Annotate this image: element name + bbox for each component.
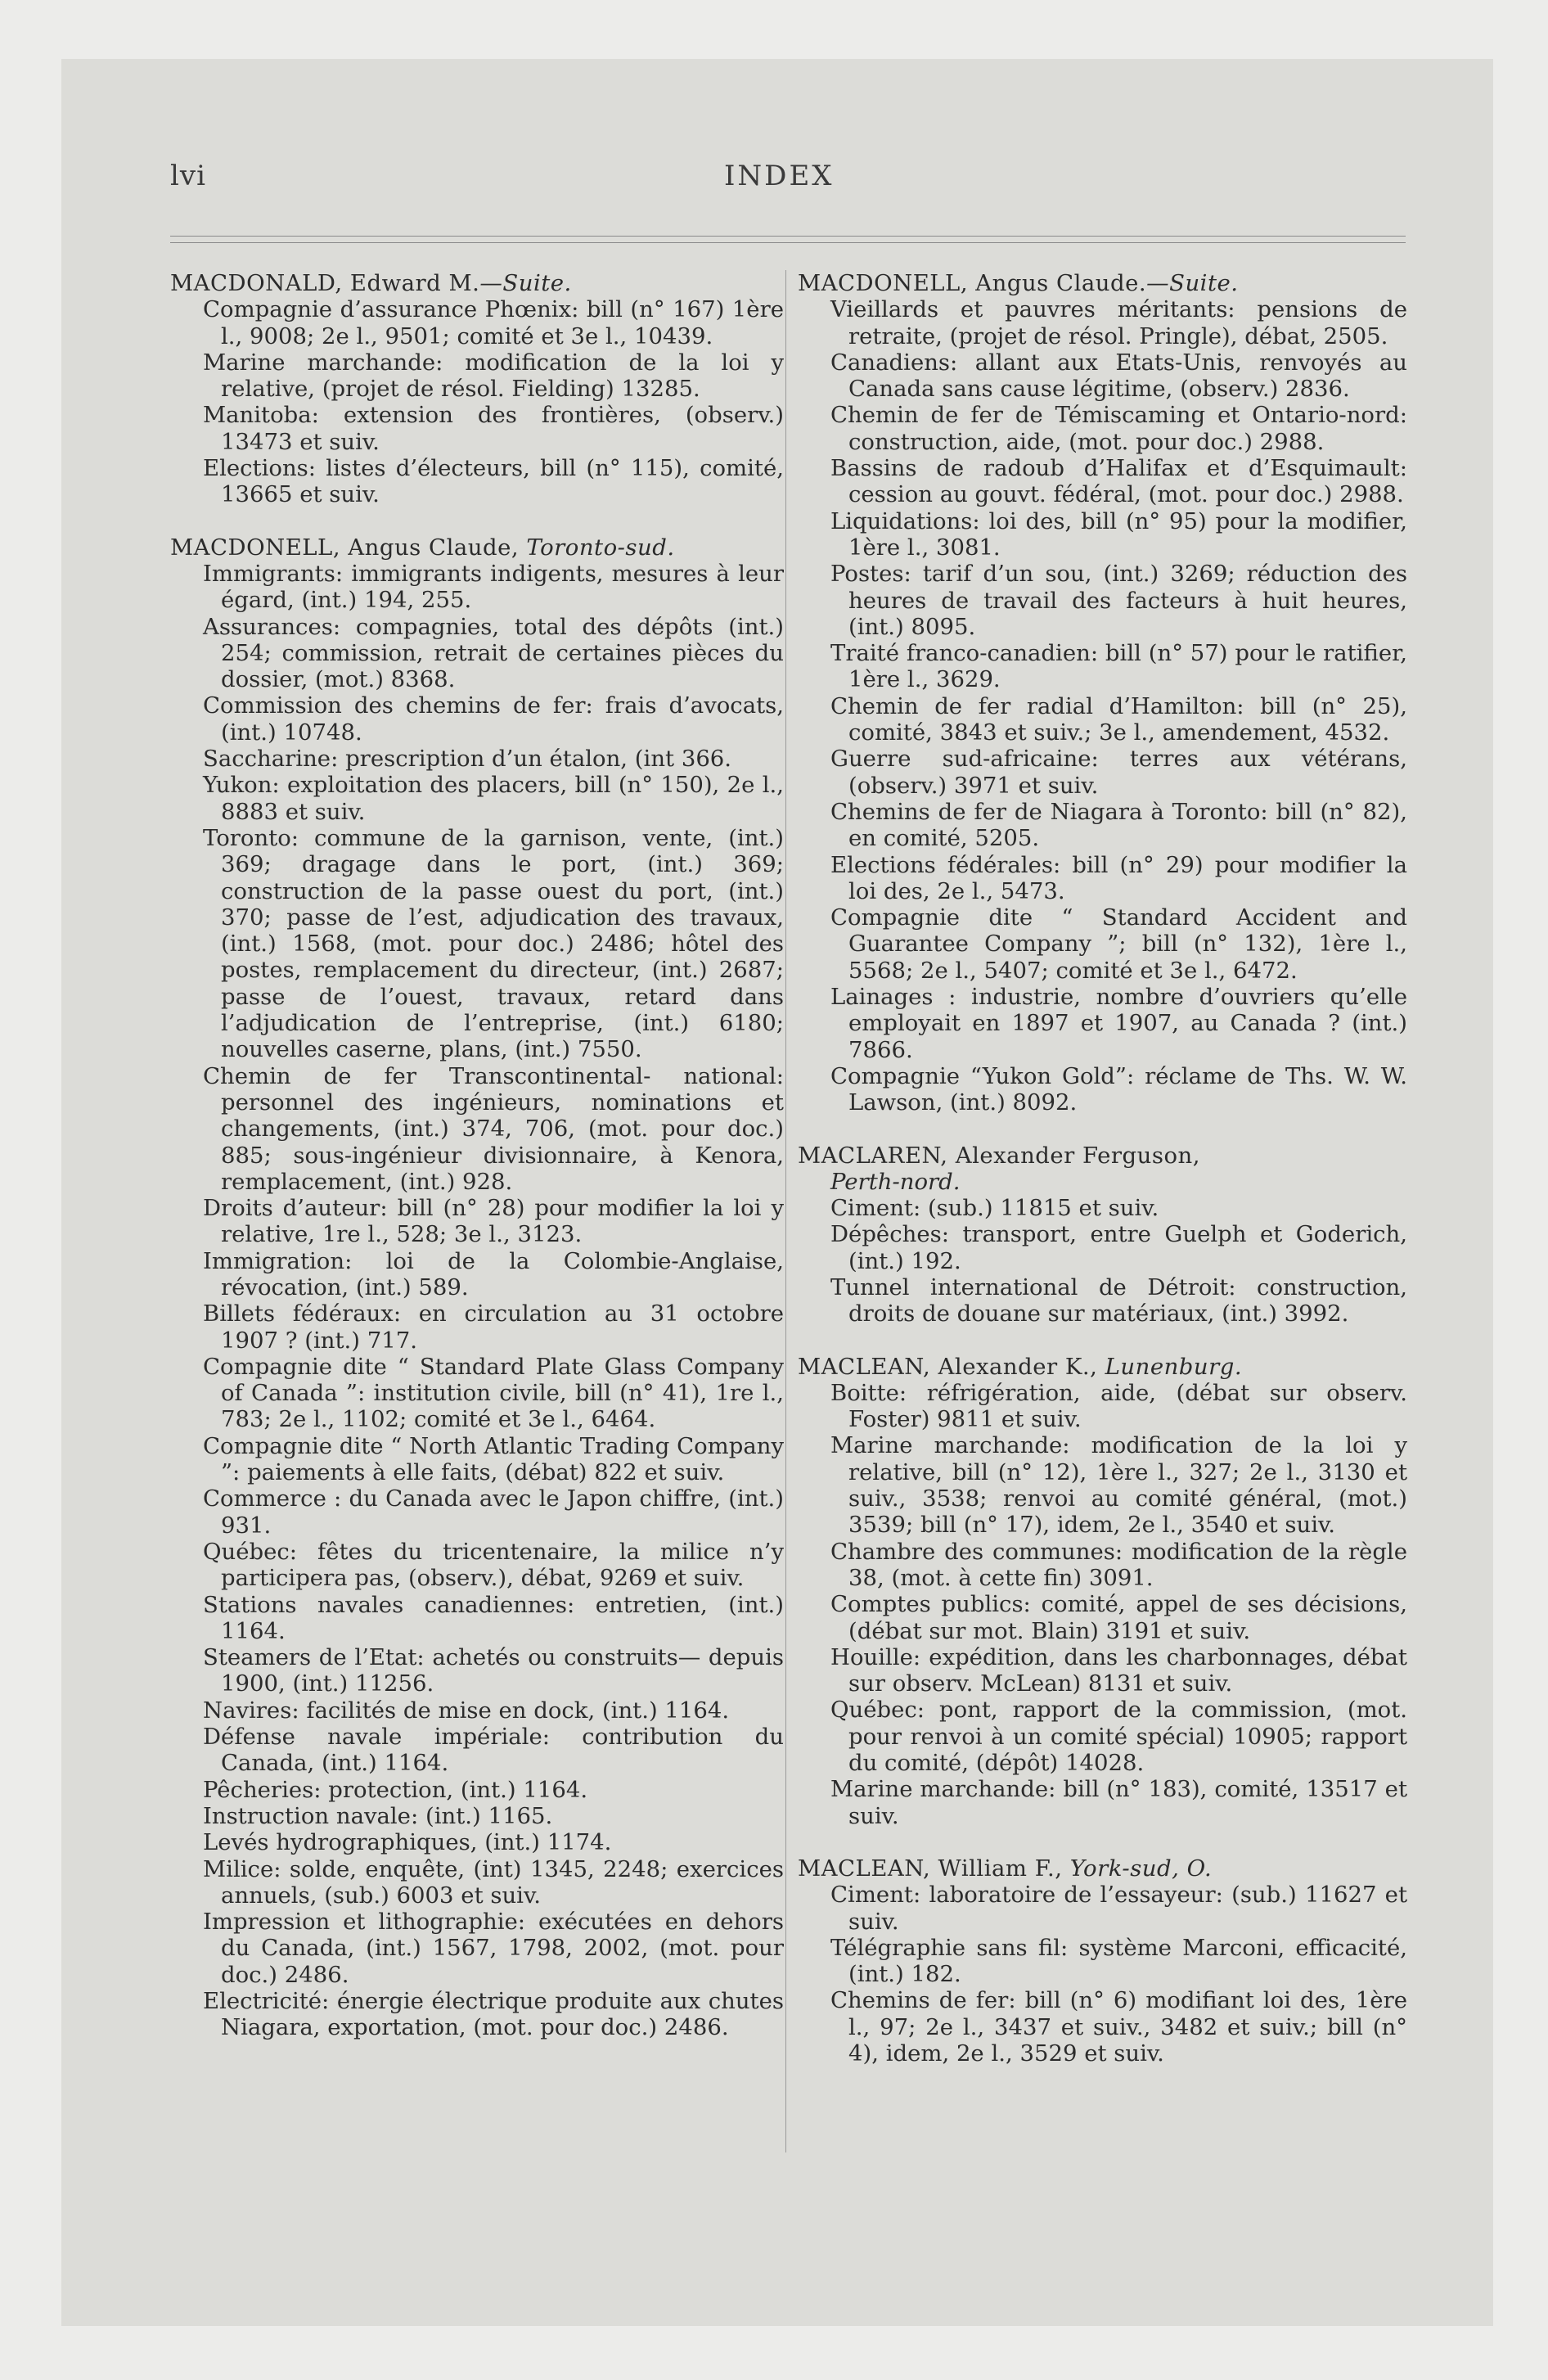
- subentry: Chemin de fer radial d’Hamilton: bill (n° 25), comité, 3843 et suiv.; 3e l., amendement, 4532.: [830, 692, 1407, 746]
- subentry: Elections: listes d’électeurs, bill (n° 115), comité, 13665 et suiv.: [203, 455, 784, 508]
- index-entry: [798, 270, 1407, 1116]
- subentry: Steamers de l’Etat: achetés ou construits— depuis 1900, (int.) 11256.: [203, 1644, 784, 1697]
- subentry: Vieillards et pauvres méritants: pensions de retraite, (projet de résol. Pringle), débat, 2505.: [830, 296, 1407, 349]
- subentry: Chambre des communes: modification de la règle 38, (mot. à cette fin) 3091.: [830, 1538, 1407, 1591]
- right-column: [798, 270, 1407, 2093]
- entry-heading: MACDONELL, Angus Claude, Toronto-sud.: [170, 534, 675, 561]
- subentry: Chemins de fer de Niagara à Toronto: bill (n° 82), en comité, 5205.: [830, 798, 1407, 852]
- page-title: INDEX: [724, 160, 835, 192]
- subentry: Yukon: exploitation des placers, bill (n° 150), 2e l., 8883 et suiv.: [203, 772, 784, 825]
- subentry: Compagnie “Yukon Gold”: réclame de Ths. W. W. Lawson, (int.) 8092.: [830, 1062, 1407, 1116]
- subentry: Saccharine: prescription d’un étalon, (int 366.: [203, 746, 732, 773]
- subentry: Chemin de fer Transcontinental- national: personnel des ingénieurs, nominations et changements, (int.) 374, 706, (mot. pour doc.) 885; sous-ingénieur divisionnaire, à Kenora, remplacement, (int.) 928.: [203, 1062, 784, 1195]
- subentry: Electricité: énergie électrique produite aux chutes Niagara, exportation, (mot. pour doc.) 2486.: [203, 1988, 784, 2041]
- subentry: Traité franco-canadien: bill (n° 57) pour le ratifier, 1ère l., 3629.: [830, 640, 1407, 693]
- entry-constituency: Perth-nord.: [830, 1168, 961, 1195]
- entry-heading: MACLAREN, Alexander Ferguson,: [798, 1142, 1200, 1169]
- subentry: Marine marchande: bill (n° 183), comité, 13517 et suiv.: [830, 1776, 1407, 1829]
- subentry: Impression et lithographie: exécutées en dehors du Canada, (int.) 1567, 1798, 2002, (mot. pour doc.) 2486.: [203, 1909, 784, 1988]
- subentry: Manitoba: extension des frontières, (observ.) 13473 et suiv.: [203, 402, 784, 455]
- subentry: Milice: solde, enquête, (int) 1345, 2248; exercices annuels, (sub.) 6003 et suiv.: [203, 1855, 784, 1909]
- subentry: Immigrants: immigrants indigents, mesures à leur égard, (int.) 194, 255.: [203, 560, 784, 614]
- subentry: Boitte: réfrigération, aide, (débat sur observ. Foster) 9811 et suiv.: [830, 1379, 1407, 1433]
- subentry: Québec: fêtes du tricentenaire, la milice n’y participera pas, (observ.), débat, 9269 et suiv.: [203, 1538, 784, 1592]
- subentry: Télégraphie sans fil: système Marconi, efficacité, (int.) 182.: [830, 1934, 1407, 1988]
- header-rule-2: [170, 242, 1406, 243]
- subentry: Marine marchande: modification de la loi y relative, (projet de résol. Fielding) 13285.: [203, 349, 784, 403]
- subentry: Liquidations: loi des, bill (n° 95) pour la modifier, 1ère l., 3081.: [830, 507, 1407, 561]
- subentry: Instruction navale: (int.) 1165.: [203, 1802, 553, 1829]
- subentry: Droits d’auteur: bill (n° 28) pour modifier la loi y relative, 1re l., 528; 3e l., 3123.: [203, 1195, 784, 1248]
- subentry: Tunnel international de Détroit: construction, droits de douane sur matériaux, (int.) 3992.: [830, 1273, 1407, 1327]
- subentry: Postes: tarif d’un sou, (int.) 3269; réduction des heures de travail des facteurs à huit heures, (int.) 8095.: [830, 561, 1407, 640]
- subentry: Elections fédérales: bill (n° 29) pour modifier la loi des, 2e l., 5473.: [830, 851, 1407, 904]
- subentry: Comptes publics: comité, appel de ses décisions, (débat sur mot. Blain) 3191 et suiv.: [830, 1591, 1407, 1644]
- index-entry: [798, 1143, 1407, 1327]
- entry-heading: MACLEAN, Alexander K., Lunenburg.: [798, 1353, 1243, 1380]
- subentry: Commerce : du Canada avec le Japon chiffre, (int.) 931.: [203, 1485, 784, 1539]
- index-entry: [798, 1855, 1407, 2067]
- subentry: Assurances: compagnies, total des dépôts (int.) 254; commission, retrait de certaines pièces du dossier, (mot.) 8368.: [203, 613, 784, 693]
- entry-heading: MACDONALD, Edward M.—Suite.: [170, 270, 572, 296]
- subentry: Québec: pont, rapport de la commission, (mot. pour renvoi à un comité spécial) 10905; rapport du comité, (dépôt) 14028.: [830, 1697, 1407, 1777]
- subentry: Compagnie dite “ Standard Plate Glass Company of Canada ”: institution civile, bill (n° 41), 1re l., 783; 2e l., 1102; comité et 3e l., 6464.: [203, 1353, 784, 1433]
- subentry: Compagnie dite “ North Atlantic Trading Company ”: paiements à elle faits, (débat) 822 et suiv.: [203, 1432, 784, 1486]
- subentry: Stations navales canadiennes: entretien, (int.) 1164.: [203, 1591, 784, 1644]
- subentry: Commission des chemins de fer: frais d’avocats, (int.) 10748.: [203, 692, 784, 746]
- header-rule: [170, 236, 1406, 237]
- subentry: Pêcheries: protection, (int.) 1164.: [203, 1776, 588, 1803]
- subentry: Chemins de fer: bill (n° 6) modifiant loi des, 1ère l., 97; 2e l., 3437 et suiv., 3482 et suiv.; bill (n° 4), idem, 2e l., 3529 et suiv.: [830, 1987, 1407, 2067]
- subentry: Défense navale impériale: contribution du Canada, (int.) 1164.: [203, 1724, 784, 1777]
- subentry: Navires: facilités de mise en dock, (int.) 1164.: [203, 1697, 730, 1724]
- entry-heading: MACLEAN, William F., York-sud, O.: [798, 1855, 1213, 1882]
- subentry: Immigration: loi de la Colombie-Anglaise, révocation, (int.) 589.: [203, 1247, 784, 1300]
- subentry: Compagnie dite “ Standard Accident and Guarantee Company ”; bill (n° 132), 1ère l., 5568; 2e l., 5407; comité et 3e l., 6472.: [830, 904, 1407, 984]
- page-folio: lvi: [170, 160, 206, 192]
- subentry: Toronto: commune de la garnison, vente, (int.) 369; dragage dans le port, (int.) 369; construction de la passe ouest du port, (int.) 370; passe de l’est, adjudication des travaux, (int.) 1568, (mot. pour doc.) 2486; hôtel des postes, remplacement du directeur, (int.) 2687; passe de l’ouest, travaux, retard dans l’adjudication de l’entreprise, (int.) 6180; nouvelles caserne, plans, (int.) 7550.: [203, 824, 784, 1063]
- left-column: [170, 270, 784, 2067]
- subentry: Ciment: laboratoire de l’essayeur: (sub.) 11627 et suiv.: [830, 1882, 1407, 1935]
- entry-heading: MACDONELL, Angus Claude.—Suite.: [798, 270, 1239, 296]
- subentry: Lainages : industrie, nombre d’ouvriers qu’elle employait en 1897 et 1907, au Canada ? (int.) 7866.: [830, 984, 1407, 1063]
- index-entry: [798, 1354, 1407, 1829]
- subentry: Chemin de fer de Témiscaming et Ontario-nord: construction, aide, (mot. pour doc.) 2988.: [830, 402, 1407, 455]
- index-entry: [170, 534, 784, 2041]
- subentry: Houille: expédition, dans les charbonnages, débat sur observ. McLean) 8131 et suiv.: [830, 1643, 1407, 1697]
- subentry: Billets fédéraux: en circulation au 31 octobre 1907 ? (int.) 717.: [203, 1300, 784, 1354]
- subentry: Bassins de radoub d’Halifax et d’Esquimault: cession au gouvt. fédéral, (mot. pour doc.) 2988.: [830, 455, 1407, 508]
- subentry: Guerre sud-africaine: terres aux vétérans, (observ.) 3971 et suiv.: [830, 746, 1407, 799]
- subentry: Ciment: (sub.) 11815 et suiv.: [830, 1195, 1159, 1222]
- subentry: Marine marchande: modification de la loi y relative, bill (n° 12), 1ère l., 327; 2e l., 3130 et suiv., 3538; renvoi au comité général, (mot.) 3539; bill (n° 17), idem, 2e l., 3540 et suiv.: [830, 1432, 1407, 1539]
- subentry: Canadiens: allant aux Etats-Unis, renvoyés au Canada sans cause légitime, (observ.) 2836.: [830, 349, 1407, 403]
- subentry: Dépêches: transport, entre Guelph et Goderich, (int.) 192.: [830, 1221, 1407, 1274]
- index-entry: [170, 270, 784, 508]
- column-divider: [785, 270, 786, 2152]
- subentry: Compagnie d’assurance Phœnix: bill (n° 167) 1ère l., 9008; 2e l., 9501; comité et 3e l., 10439.: [203, 296, 784, 349]
- subentry: Levés hydrographiques, (int.) 1174.: [203, 1829, 612, 1856]
